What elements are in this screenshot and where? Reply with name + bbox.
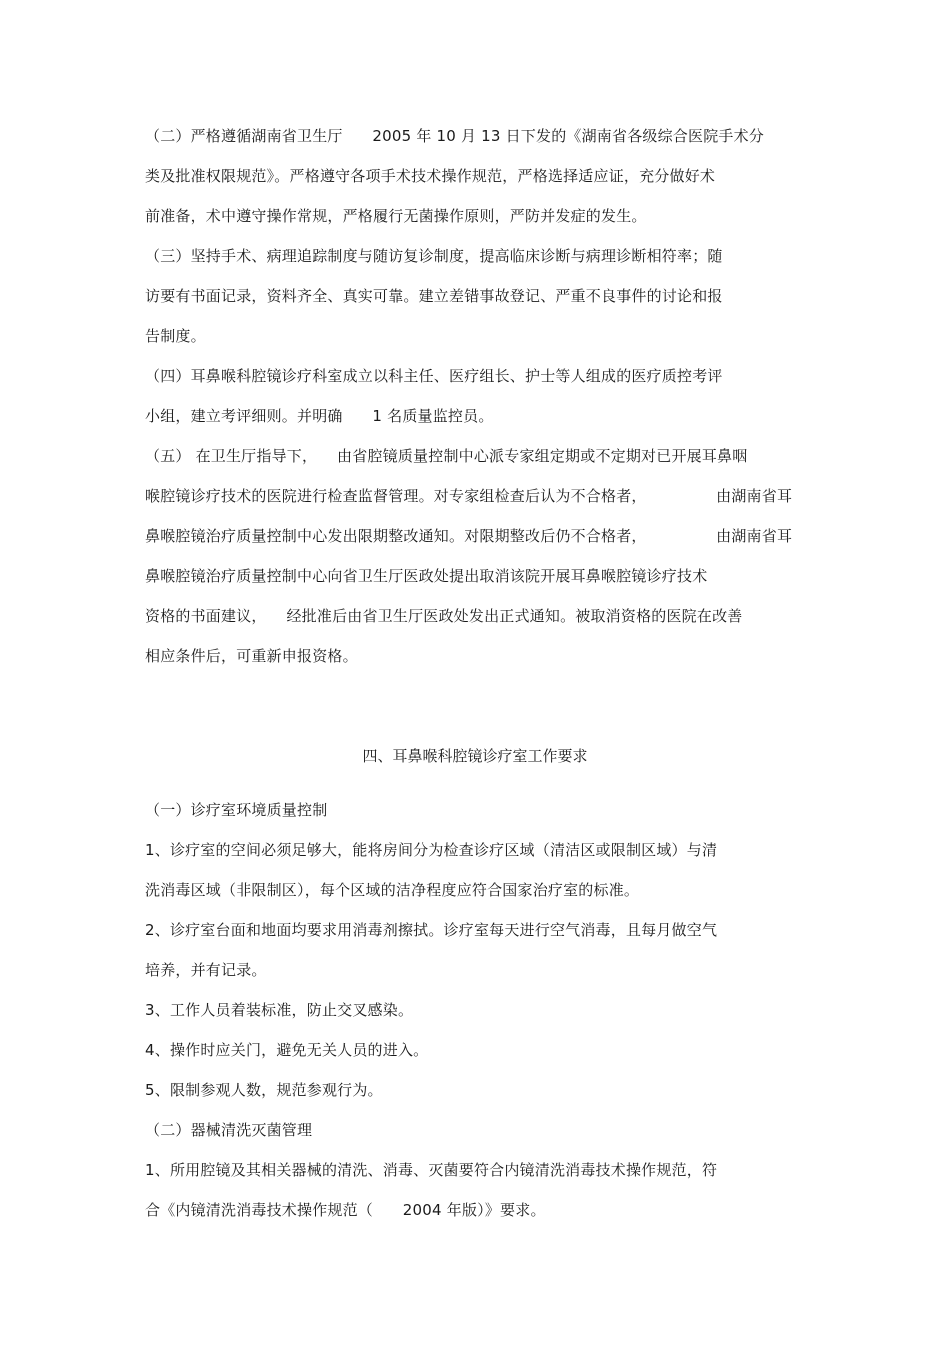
- paragraph-line: 洗消毒区域（非限制区），每个区域的洁净程度应符合国家治疗室的标准。: [145, 881, 640, 899]
- paragraph-line: 1、所用腔镜及其相关器械的清洗、消毒、灭菌要符合内镜清洗消毒技术操作规范，符: [145, 1161, 718, 1179]
- paragraph-line: 前准备，术中遵守操作常规，严格履行无菌操作原则，严防并发症的发生。: [145, 207, 647, 225]
- subheading-line: （二）器械清洗灭菌管理: [145, 1121, 313, 1139]
- paragraph-line: （五） 在卫生厅指导下， 由省腔镜质量控制中心派专家组定期或不定期对已开展耳鼻咽: [145, 447, 748, 465]
- paragraph-line: 合《内镜清洗消毒技术操作规范（ 2004 年版）》要求。: [145, 1201, 546, 1219]
- paragraph-line: （二）严格遵循湖南省卫生厅 2005 年 10 月 13 日下发的《湖南省各级综合医院手术分: [145, 127, 764, 145]
- paragraph-line: 访要有书面记录，资料齐全、真实可靠。建立差错事故登记、严重不良事件的讨论和报: [145, 287, 723, 305]
- subheading-line: （一）诊疗室环境质量控制: [145, 801, 328, 819]
- paragraph-line: 相应条件后，可重新申报资格。: [145, 647, 358, 665]
- section-heading: 四、耳鼻喉科腔镜诊疗室工作要求: [362, 747, 588, 765]
- paragraph-line: （三）坚持手术、病理追踪制度与随访复诊制度，提高临床诊断与病理诊断相符率；随: [145, 247, 723, 265]
- paragraph-line: 5、限制参观人数，规范参观行为。: [145, 1081, 383, 1099]
- paragraph-line: 类及批准权限规范》。严格遵守各项手术技术操作规范，严格选择适应证，充分做好术: [145, 167, 716, 185]
- paragraph-line: 鼻喉腔镜治疗质量控制中心发出限期整改通知。对限期整改后仍不合格者， 由湖南省耳: [145, 527, 793, 545]
- paragraph-line: 1、诊疗室的空间必须足够大，能将房间分为检查诊疗区域（清洁区或限制区域）与清: [145, 841, 718, 859]
- paragraph-line: 4、操作时应关门，避免无关人员的进入。: [145, 1041, 429, 1059]
- paragraph-line: 喉腔镜诊疗技术的医院进行检查监督管理。对专家组检查后认为不合格者， 由湖南省耳: [145, 487, 793, 505]
- paragraph-line: 资格的书面建议， 经批准后由省卫生厅医政处发出正式通知。被取消资格的医院在改善: [145, 607, 743, 625]
- paragraph-line: 小组，建立考评细则。并明确 1 名质量监控员。: [145, 407, 494, 425]
- paragraph-line: 2、诊疗室台面和地面均要求用消毒剂擦拭。诊疗室每天进行空气消毒，且每月做空气: [145, 921, 718, 939]
- paragraph-line: 鼻喉腔镜治疗质量控制中心向省卫生厅医政处提出取消该院开展耳鼻喉腔镜诊疗技术: [145, 567, 708, 585]
- paragraph-line: 告制度。: [145, 327, 206, 345]
- paragraph-line: （四）耳鼻喉科腔镜诊疗科室成立以科主任、医疗组长、护士等人组成的医疗质控考评: [145, 367, 723, 385]
- paragraph-line: 培养，并有记录。: [145, 961, 267, 979]
- paragraph-line: 3、工作人员着装标准，防止交叉感染。: [145, 1001, 414, 1019]
